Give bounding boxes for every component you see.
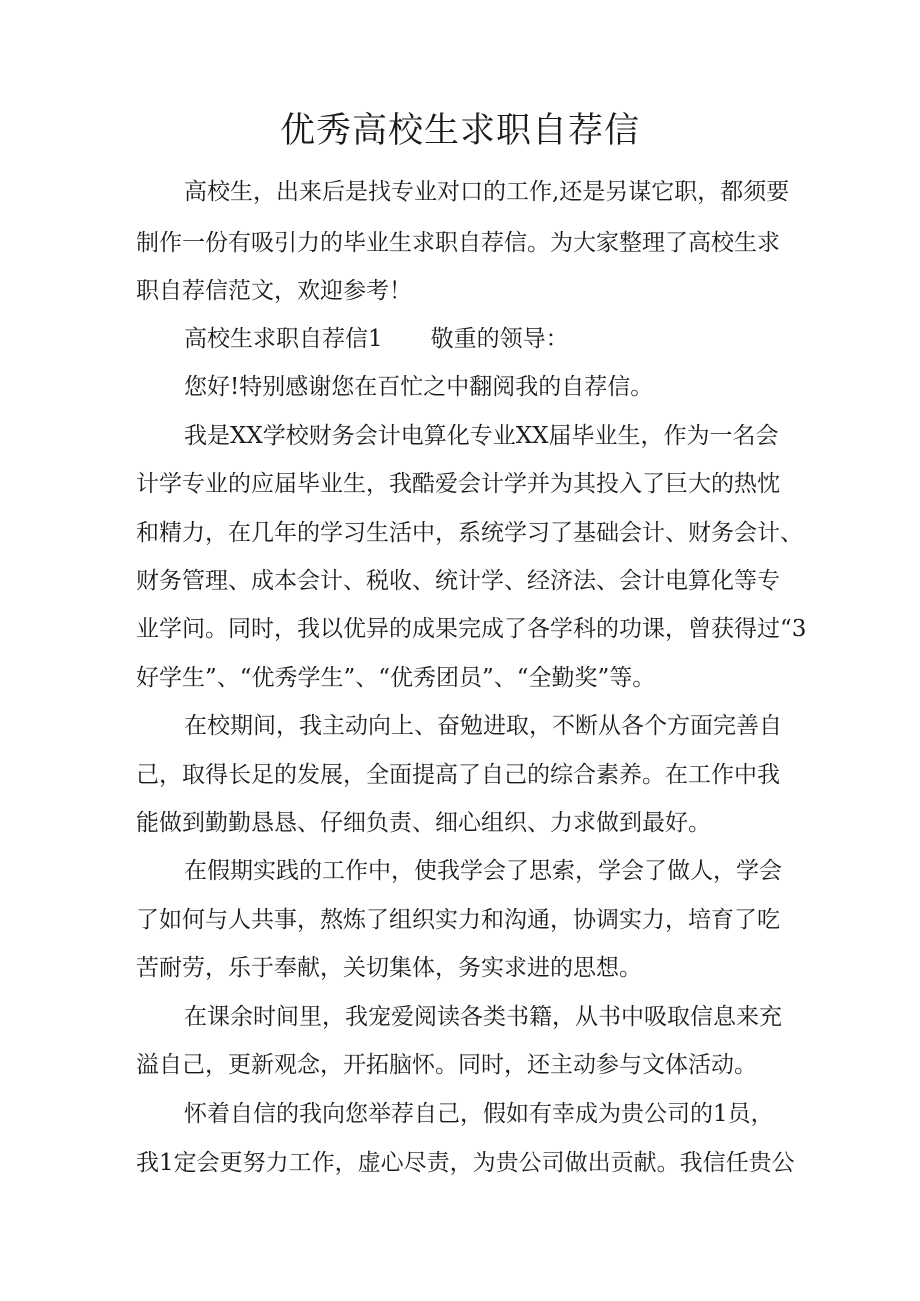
- body-line: 财务管理、成本会计、税收、统计学、经济法、会计电算化等专: [136, 568, 780, 594]
- body-line: 怀着自信的我向您举荐自己，假如有幸成为贵公司的1员，: [184, 1101, 774, 1127]
- letter-subtitle: 高校生求职自荐信1: [184, 326, 383, 352]
- body-line: 我是XX学校财务会计电算化专业XX届毕业生，作为一名会: [184, 423, 779, 449]
- body-line: 在校期间，我主动向上、奋勉进取，不断从各个方面完善自: [184, 713, 782, 739]
- body-line: 计学专业的应届毕业生，我酷爱会计学并为其投入了巨大的热忱: [136, 471, 780, 497]
- body-line: 能做到勤勤恳恳、仔细负责、细心组织、力求做到最好。: [136, 810, 711, 836]
- body-line: 我1定会更努力工作，虚心尽责，为贵公司做出贡献。我信任贵公: [136, 1150, 795, 1176]
- body-line: 在课余时间里，我宠爱阅读各类书籍，从书中吸取信息来充: [184, 1004, 782, 1030]
- body-line: 溢自己，更新观念，开拓脑怀。同时，还主动参与文体活动。: [136, 1052, 757, 1078]
- salutation: 敬重的领导：: [430, 326, 569, 352]
- body-line: 业学问。同时，我以优异的成果完成了各学科的功课，曾获得过“3: [136, 616, 807, 642]
- body-line: 和精力，在几年的学习生活中，系统学习了基础会计、财务会计、: [136, 520, 803, 546]
- letter-heading-line: [184, 324, 569, 354]
- body-line: 了如何与人共事，熬炼了组织实力和沟通，协调实力，培育了吃: [136, 907, 780, 933]
- body-line: 己，取得长足的发展，全面提高了自己的综合素养。在工作中我: [136, 762, 780, 788]
- body-line: 在假期实践的工作中，使我学会了思索，学会了做人，学会: [184, 858, 782, 884]
- body-line: 好学生”、“优秀学生”、“优秀团员”、“全勤奖”等。: [136, 665, 656, 691]
- body-line: 职自荐信范文，欢迎参考！: [136, 278, 412, 304]
- body-line: 高校生，出来后是找专业对口的工作,还是另谋它职，都须要: [184, 179, 790, 205]
- body-line: 您好!特别感谢您在百忙之中翻阅我的自荐信。: [184, 374, 654, 400]
- body-line: 苦耐劳，乐于奉献，关切集体，务实求进的思想。: [136, 955, 642, 981]
- document-title: 优秀高校生求职自荐信: [279, 111, 640, 151]
- body-line: 制作一份有吸引力的毕业生求职自荐信。为大家整理了高校生求: [136, 230, 780, 256]
